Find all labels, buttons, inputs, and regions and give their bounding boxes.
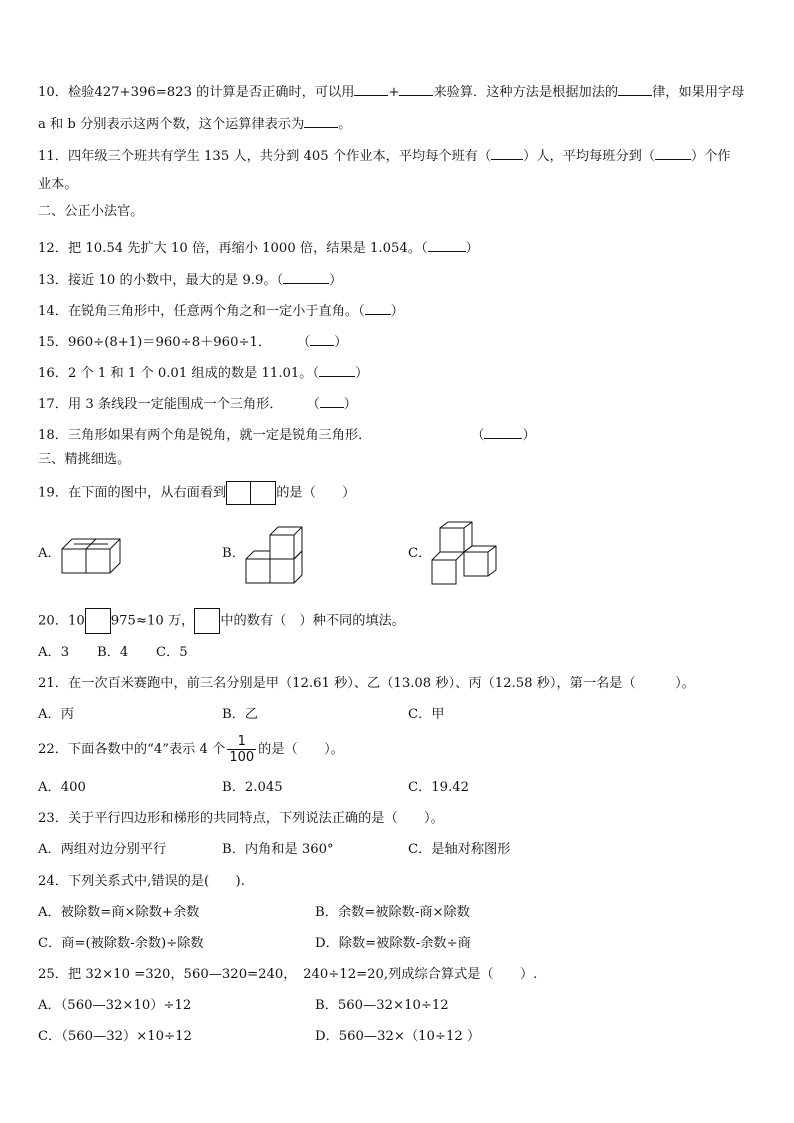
q11-text-a: 11．四年级三个班共有学生 135 人，共分到 405 个作业本，平均每个班有（ bbox=[38, 149, 492, 164]
q23-option-b[interactable]: B．内角和是 360° bbox=[222, 842, 334, 857]
q23-option-a[interactable]: A．两组对边分别平行 bbox=[38, 842, 167, 857]
q20-text-c: 中的数有（ ）种不同的填法。 bbox=[220, 613, 405, 629]
cube-figure-b-icon bbox=[244, 523, 308, 585]
question-16 bbox=[38, 363, 368, 383]
q18-open: （ bbox=[471, 428, 485, 443]
question-11-line1 bbox=[38, 146, 731, 166]
q14-text: 14．在锐角三角形中，任意两个角之和一定小于直角。（ bbox=[38, 304, 365, 319]
answer-blank[interactable] bbox=[304, 114, 338, 128]
q22-option-c[interactable]: C．19.42 bbox=[408, 780, 470, 795]
q12-text: 12．把 10.54 先扩大 10 倍，再缩小 1000 倍，结果是 1.054。（ bbox=[38, 241, 428, 256]
q12-end: ） bbox=[465, 241, 479, 256]
question-13 bbox=[38, 270, 342, 290]
q19-option-b-label[interactable]: B． bbox=[222, 546, 245, 561]
question-18 bbox=[38, 425, 536, 445]
q14-end: ） bbox=[390, 304, 404, 319]
question-24: 24．下列关系式中,错误的是( ). bbox=[38, 874, 245, 889]
two-square-view-icon bbox=[226, 481, 276, 505]
question-21: 21．在一次百米赛跑中，前三名分别是甲（12.61 秒）、乙（13.08 秒）、丙（12.58 秒），第一名是（ ）。 bbox=[38, 676, 695, 691]
answer-blank[interactable] bbox=[491, 146, 523, 160]
q21-option-b[interactable]: B．乙 bbox=[222, 707, 259, 722]
q10-text-d: a 和 b 分别表示这两个数，这个运算律表示为 bbox=[38, 117, 305, 132]
q16-text: 16．2 个 1 和 1 个 0.01 组成的数是 11.01。（ bbox=[38, 366, 320, 381]
q20-option-b[interactable]: B．4 bbox=[97, 645, 129, 660]
answer-blank[interactable] bbox=[310, 332, 334, 346]
answer-blank[interactable] bbox=[354, 82, 388, 96]
q18-text: 18．三角形如果有两个角是锐角，就一定是锐角三角形． bbox=[38, 428, 372, 443]
q13-end: ） bbox=[329, 273, 343, 288]
q23-option-c[interactable]: C．是轴对称图形 bbox=[408, 842, 511, 857]
digit-box bbox=[194, 608, 220, 634]
answer-blank[interactable] bbox=[655, 146, 691, 160]
answer-blank[interactable] bbox=[319, 363, 355, 377]
q10-plus: + bbox=[388, 85, 400, 100]
q16-end: ） bbox=[355, 366, 369, 381]
fraction-denominator: 100 bbox=[229, 750, 255, 765]
q11-text-b: ）人，平均每班分到（ bbox=[523, 149, 656, 164]
q25-option-d[interactable]: D．560—32×（10÷12 ） bbox=[315, 1029, 481, 1044]
answer-blank[interactable] bbox=[365, 301, 391, 315]
q25-option-b[interactable]: B．560—32×10÷12 bbox=[315, 998, 449, 1013]
answer-blank[interactable] bbox=[320, 394, 344, 408]
q18-end: ） bbox=[522, 428, 536, 443]
question-11-line2: 业本。 bbox=[38, 177, 78, 192]
question-20 bbox=[38, 608, 405, 634]
question-15 bbox=[38, 332, 347, 352]
q17-end: ） bbox=[343, 397, 357, 412]
question-17 bbox=[38, 394, 357, 414]
answer-blank[interactable] bbox=[399, 82, 433, 96]
q19-option-a-label[interactable]: A． bbox=[38, 546, 61, 561]
answer-blank[interactable] bbox=[428, 238, 466, 252]
q24-option-a[interactable]: A．被除数=商×除数+余数 bbox=[38, 905, 200, 920]
question-10-line1 bbox=[38, 82, 744, 102]
digit-box[interactable] bbox=[85, 608, 111, 634]
q22-text-b: 的是（ ）。 bbox=[258, 742, 344, 757]
cube-figure-c-icon bbox=[430, 520, 500, 586]
section-2-heading: 二、公正小法官。 bbox=[38, 204, 144, 219]
answer-blank[interactable] bbox=[618, 82, 652, 96]
q15-open: （ bbox=[297, 335, 311, 350]
q24-option-c[interactable]: C．商=(被除数-余数)÷除数 bbox=[38, 936, 204, 951]
q22-text-a: 22．下面各数中的“4”表示 4 个 bbox=[38, 742, 226, 757]
q24-option-b[interactable]: B．余数=被除数-商×除数 bbox=[315, 905, 470, 920]
q17-text: 17．用 3 条线段一定能围成一个三角形． bbox=[38, 397, 283, 412]
q10-text-a: 10．检验427+396=823 的计算是否正确时，可以用 bbox=[38, 85, 355, 100]
question-22 bbox=[38, 733, 344, 767]
q10-text-e: 。 bbox=[338, 117, 352, 132]
question-19 bbox=[38, 481, 355, 505]
q22-option-a[interactable]: A．400 bbox=[38, 780, 86, 795]
q25-option-a[interactable]: A．（560—32×10）÷12 bbox=[38, 998, 192, 1013]
q19-text-a: 19．在下面的图中，从右面看到 bbox=[38, 485, 227, 501]
question-12 bbox=[38, 238, 479, 258]
question-25: 25．把 32×10 =320，560—320=240， 240÷12=20,列成综合算式是（ ）. bbox=[38, 967, 538, 982]
cube-figure-a-icon bbox=[60, 533, 130, 577]
q20-option-a[interactable]: A．3 bbox=[38, 645, 70, 660]
q20-text-b: 975≈10 万， bbox=[110, 613, 195, 629]
q17-open: （ bbox=[306, 397, 320, 412]
question-14 bbox=[38, 301, 404, 321]
q25-option-c[interactable]: C．（560—32）×10÷12 bbox=[38, 1029, 192, 1044]
question-10-line2 bbox=[38, 114, 351, 134]
q10-text-b: 来验算．这种方法是根据加法的 bbox=[433, 85, 619, 100]
section-3-heading: 三、精挑细选。 bbox=[38, 452, 131, 467]
q19-text-b: 的是（ ） bbox=[276, 485, 356, 501]
answer-blank[interactable] bbox=[484, 425, 522, 439]
question-23: 23．关于平行四边形和梯形的共同特点，下列说法正确的是（ ）。 bbox=[38, 811, 444, 826]
q11-text-c: ）个作 bbox=[691, 149, 731, 164]
q20-option-c[interactable]: C．5 bbox=[156, 645, 188, 660]
q24-option-d[interactable]: D．除数=被除数-余数÷商 bbox=[315, 936, 471, 951]
q15-text: 15．960÷(8+1)＝960÷8＋960÷1． bbox=[38, 335, 272, 350]
answer-blank[interactable] bbox=[283, 270, 329, 284]
q21-option-a[interactable]: A．丙 bbox=[38, 707, 74, 722]
q13-text: 13．接近 10 的小数中，最大的是 9.9。（ bbox=[38, 273, 284, 288]
q15-end: ） bbox=[334, 335, 348, 350]
q19-option-c-label[interactable]: C． bbox=[408, 546, 432, 561]
fraction bbox=[227, 734, 256, 765]
q10-text-c: 律，如果用字母 bbox=[652, 85, 745, 100]
fraction-numerator: 1 bbox=[227, 734, 256, 750]
q22-option-b[interactable]: B．2.045 bbox=[222, 780, 283, 795]
q20-text-a: 20．10 bbox=[38, 613, 85, 629]
q21-option-c[interactable]: C．甲 bbox=[408, 707, 445, 722]
